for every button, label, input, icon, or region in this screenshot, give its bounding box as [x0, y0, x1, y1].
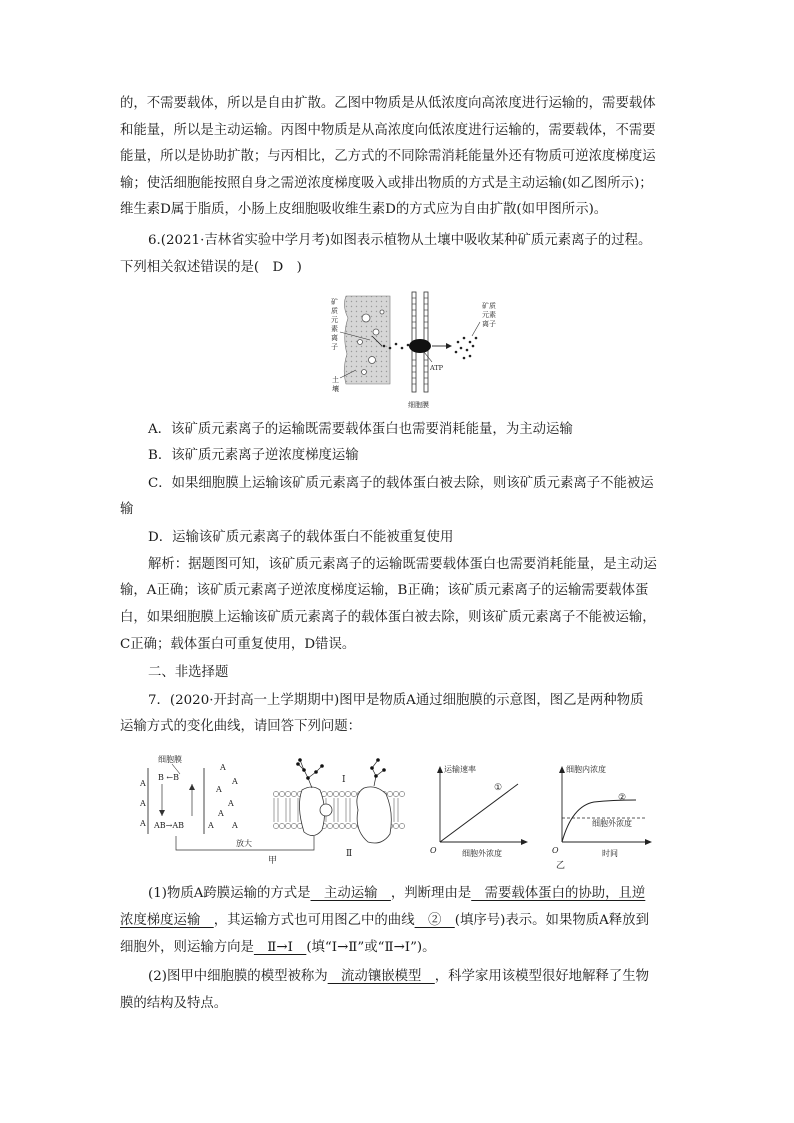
figure-jia-caption: 甲: [268, 856, 278, 865]
svg-text:壤: 壤: [332, 385, 339, 393]
q6-option-b: B．该矿质元素离子逆浓度梯度运输: [148, 448, 359, 463]
q6-analysis-line-2: 输，A正确；该矿质元素离子逆浓度梯度运输，B正确；该矿质元素离子的运输需要载体蛋: [120, 583, 649, 598]
a-label-1: A: [140, 779, 146, 788]
svg-text:离子: 离子: [482, 320, 496, 328]
arrow-up-icon: [189, 784, 195, 790]
chart1-xlabel: 细胞外浓度: [462, 849, 502, 858]
chart2-reference-label: 细胞外浓度: [592, 819, 632, 828]
svg-text:素: 素: [331, 325, 338, 333]
svg-text:元素: 元素: [482, 311, 496, 319]
q7-stem-line-2: 运输方式的变化曲线，请回答下列问题：: [120, 719, 362, 734]
answer-reason-part-1: 需要载体蛋白的协助，且逆: [471, 886, 646, 901]
sub1-text-3: ，其运输方式也可用图乙中的曲线: [213, 913, 415, 928]
chart2-x-arrow-icon: [645, 839, 652, 845]
q6-stem-line-1: 6.(2021·吉林省实验中学月考)如图表示植物从土壤中吸收某种矿质元素离子的过程。: [148, 233, 652, 248]
sub2-text-2: ，科学家用该模型很好地解释了生物: [434, 969, 650, 984]
a-out-1: A: [220, 763, 226, 772]
answer-direction: Ⅱ→Ⅰ: [253, 940, 307, 955]
chart2-series-label: ②: [618, 793, 627, 803]
q7-sub1-line-1: [148, 881, 676, 908]
q7-sub2-line-2: 膜的结构及特点。: [120, 996, 228, 1011]
analysis-line-2: 和能量，所以是主动运输。丙图中物质是从高浓度向低浓度进行运输的，需要载体，不需要: [120, 123, 656, 138]
a-out-3: A: [216, 785, 222, 794]
answer-curve: ②: [414, 913, 455, 928]
answer-reason-part-2: 浓度梯度运输: [120, 913, 214, 928]
sub1-text-4: (填序号)表示。如果物质A释放到: [454, 913, 649, 928]
a-out-7: A: [208, 821, 214, 830]
ab-arrow-label: AB→AB: [154, 821, 185, 830]
svg-text:矿: 矿: [331, 298, 338, 306]
svg-text:离: 离: [331, 334, 338, 342]
arrow-down-icon: [159, 810, 165, 816]
q7-stem-line-1: 7．(2020·开封高一上学期期中)图甲是物质A通过细胞膜的示意图，图乙是两种物质: [148, 693, 644, 708]
chart1-series-label: ①: [494, 783, 503, 793]
sub2-text-1: (2)图甲中细胞膜的模型被称为: [148, 969, 328, 984]
a-out-6: A: [232, 821, 238, 830]
zoom-label: 放大: [236, 839, 252, 848]
membrane-protein-2: [357, 787, 391, 843]
carrier-protein: [409, 339, 431, 353]
q7-figure-jia: [128, 750, 423, 865]
analysis-line-5: 维生素D属于脂质，小肠上皮细胞吸收维生素D的方式应为自由扩散(如甲图所示)。: [120, 202, 608, 217]
q6-option-a: A．该矿质元素离子的运输既需要载体蛋白也需要消耗能量，为主动运输: [148, 422, 573, 437]
figure-yi-caption: 乙: [556, 861, 566, 871]
a-label-2: A: [140, 799, 146, 808]
chart2-origin: O: [552, 846, 559, 855]
a-out-4: A: [228, 799, 234, 808]
sub1-text-1: (1)物质A跨膜运输的方式是: [148, 886, 311, 901]
ions-inside-cell: [455, 337, 478, 360]
b-arrow-label: B ←B: [158, 773, 180, 782]
q6-figure: [320, 290, 510, 418]
q6-option-c-line-1: C．如果细胞膜上运输该矿质元素离子的载体蛋白被去除，则该矿质元素离子不能被运: [148, 476, 654, 491]
chart1-x-arrow-icon: [521, 839, 528, 845]
answer-transport-type: 主动运输: [310, 886, 391, 901]
a-out-5: A: [218, 809, 224, 818]
glycocalyx-chains: [298, 760, 384, 788]
section-title: 二、非选择题: [148, 665, 229, 680]
chart1-y-arrow-icon: [437, 766, 443, 773]
svg-text:元: 元: [331, 316, 338, 324]
q6-stem-line-2: 下列相关叙述错误的是( D ): [120, 260, 302, 275]
q7-sub2-line-1: [148, 964, 676, 991]
jia-membrane-label: 细胞膜: [158, 755, 182, 764]
sub1-text-5: 细胞外，则运输方向是: [120, 940, 254, 955]
side-two-label: Ⅱ: [346, 849, 353, 859]
membrane-label: 细胞膜: [408, 401, 429, 409]
chart2-ylabel: 细胞内浓度: [566, 765, 606, 774]
chart1-ylabel: 运输速率: [444, 765, 476, 774]
sub1-text-6: (填“Ⅰ→Ⅱ”或“Ⅱ→Ⅰ”)。: [306, 940, 436, 955]
chart1-series-line: [440, 784, 518, 842]
chart1-origin: O: [430, 846, 437, 855]
q6-option-c-line-2: 输: [120, 502, 134, 517]
chart2-xlabel: 时间: [602, 849, 618, 858]
analysis-line-4: 输；使活细胞能按照自身之需逆浓度梯度吸入或排出物质的方式是主动运输(如乙图所示)；: [120, 176, 653, 191]
chart-2: [552, 764, 652, 858]
atp-label: ATP: [430, 364, 444, 372]
sub1-text-2: ，判断理由是: [390, 886, 472, 901]
ion-left-label: [331, 297, 338, 351]
q7-sub1-line-2: [120, 908, 676, 935]
answer-model-name: 流动镶嵌模型: [327, 969, 435, 984]
chart-1: [430, 764, 528, 858]
q6-analysis-line-4: C正确；载体蛋白可重复使用，D错误。: [120, 637, 356, 652]
analysis-line-3: 能量，所以是协助扩散；与丙相比，乙方式的不同除需消耗能量外还有物质可逆浓度梯度运: [120, 149, 656, 164]
a-label-3: A: [140, 819, 146, 828]
analysis-line-1: 的，不需要载体，所以是自由扩散。乙图中物质是从低浓度向高浓度进行运输的，需要载体: [120, 96, 656, 111]
svg-text:质: 质: [331, 307, 338, 315]
q6-analysis-line-3: 白，如果细胞膜上运输该矿质元素离子的载体蛋白被去除，则该矿质元素离子不能被运输，: [120, 610, 656, 625]
q6-option-d: D．运输该矿质元素离子的载体蛋白不能被重复使用: [148, 530, 454, 545]
side-one-label: Ⅰ: [342, 775, 346, 785]
molecule-circle: [320, 804, 332, 816]
svg-text:土: 土: [332, 376, 339, 384]
soil-region: [344, 296, 390, 384]
a-out-2: A: [232, 777, 238, 786]
q6-analysis-line-1: 解析：据题图可知，该矿质元素离子的运输既需要载体蛋白也需要消耗能量，是主动运: [148, 557, 657, 572]
svg-text:矿质: 矿质: [482, 302, 496, 310]
ion-right-label: [482, 301, 496, 328]
svg-text:子: 子: [331, 343, 338, 351]
q7-sub1-line-3: [120, 935, 676, 962]
soil-label: [332, 375, 339, 393]
chart2-y-arrow-icon: [559, 766, 565, 773]
arrow-right-icon: [446, 343, 452, 349]
q7-figure-yi: [426, 750, 676, 875]
